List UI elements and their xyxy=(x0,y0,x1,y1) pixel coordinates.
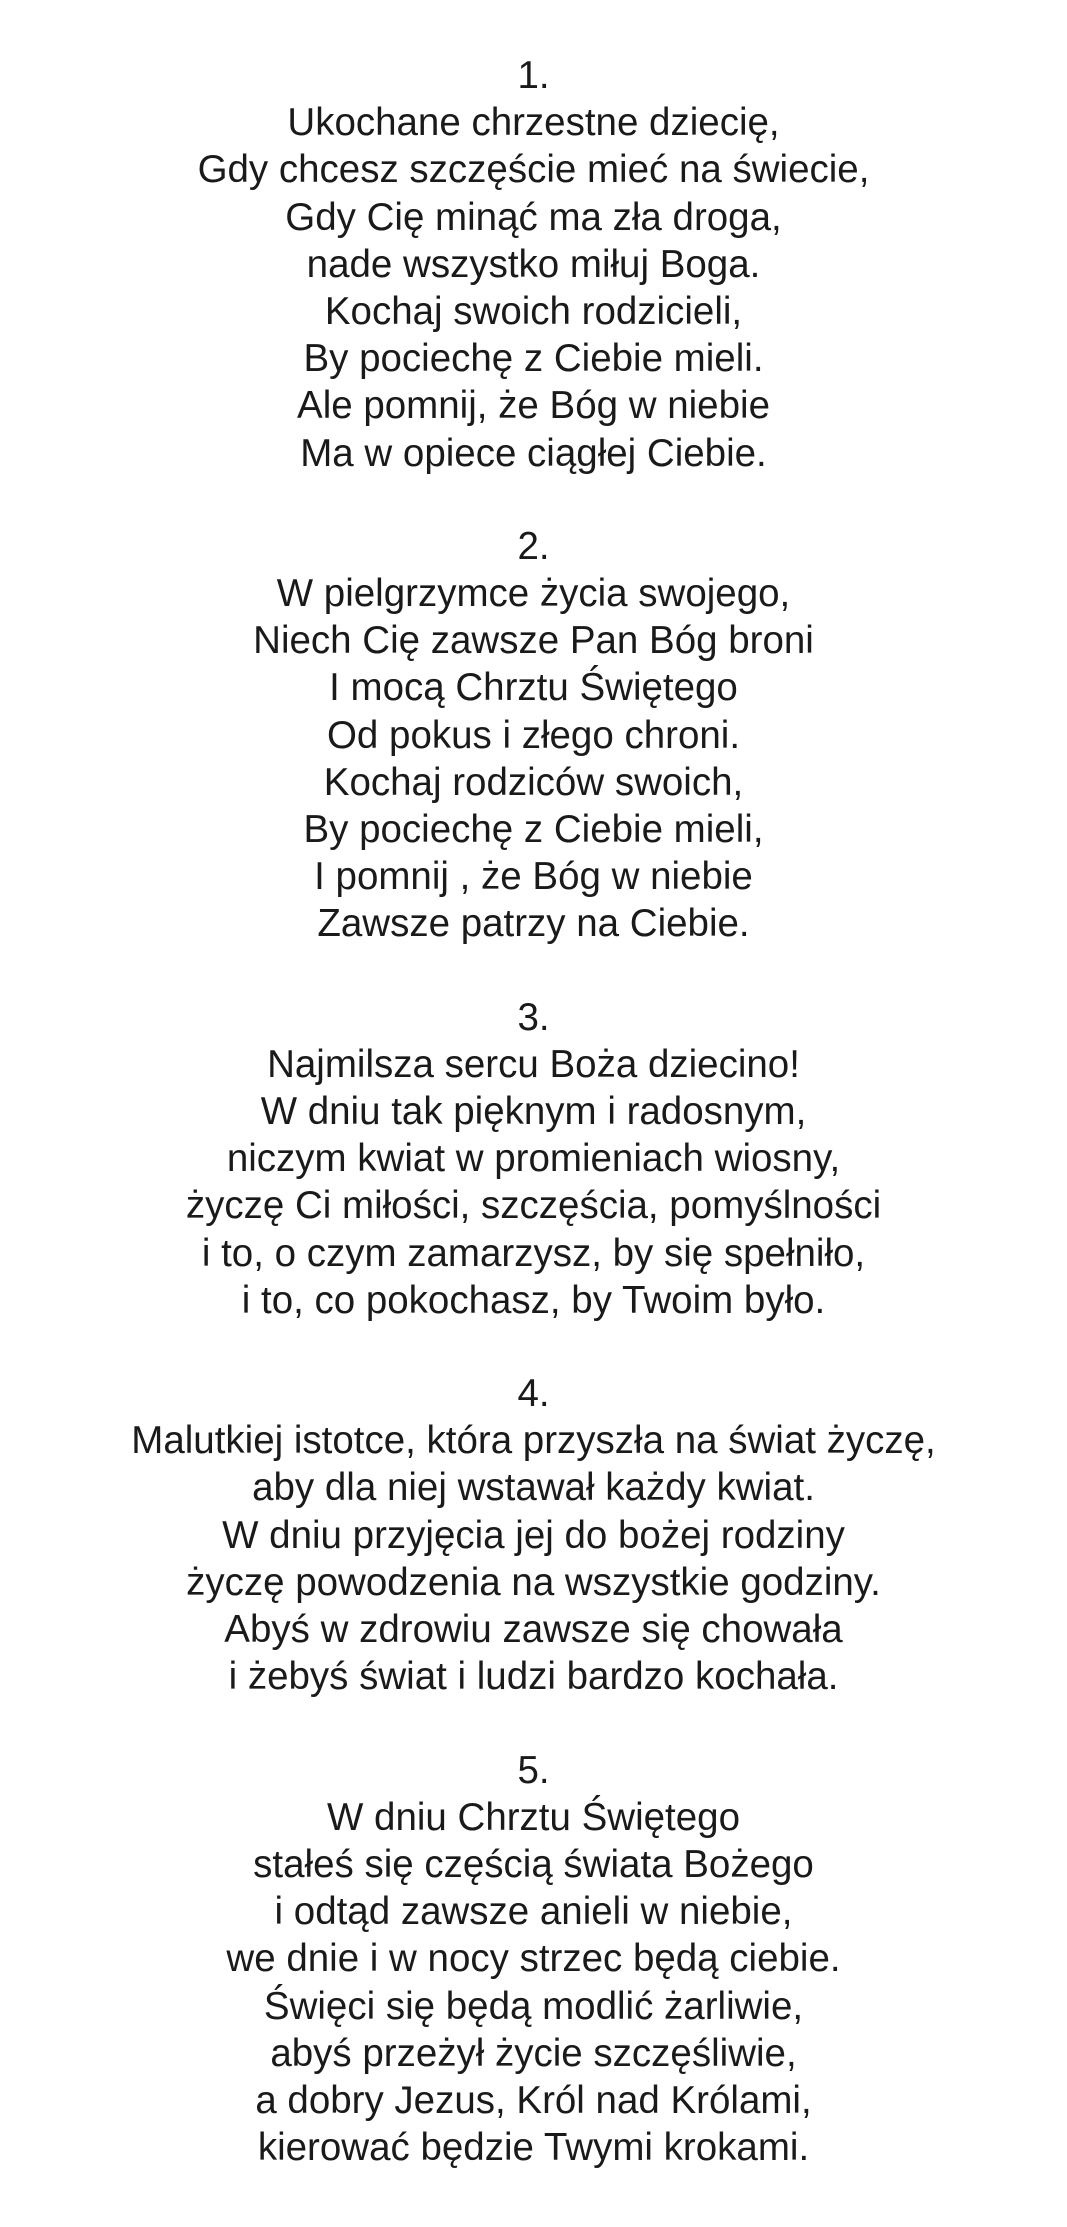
verse-4 xyxy=(0,1370,1067,1700)
verse-line: Abyś w zdrowiu zawsze się chowała xyxy=(224,1608,843,1652)
verse-line: I mocą Chrztu Świętego xyxy=(329,666,738,710)
verse-line: stałeś się częścią świata Bożego xyxy=(253,1842,814,1886)
verse-line: By pociechę z Ciebie mieli, xyxy=(303,808,764,852)
verse-line: i odtąd zawsze anieli w niebie, xyxy=(274,1890,793,1934)
verse-line: Od pokus i złego chroni. xyxy=(326,713,741,757)
verse-line: Ukochane chrzestne dziecię, xyxy=(287,101,780,145)
verse-line: Święci się będą modlić żarliwie, xyxy=(263,1984,804,2028)
verse-line: Kochaj swoich rodzicieli, xyxy=(324,290,743,334)
verse-number: 3. xyxy=(517,995,550,1039)
verse-line: Malutkiej istotce, która przyszła na świat życzę, xyxy=(131,1419,936,1463)
verse-line: niczym kwiat w promieniach wiosny, xyxy=(226,1137,841,1181)
verse-line: i żebyś świat i ludzi bardzo kochała. xyxy=(228,1655,839,1699)
verse-line: nade wszystko miłuj Boga. xyxy=(306,242,761,286)
verse-line: W dniu przyjęcia jej do bożej rodziny xyxy=(222,1513,845,1557)
verse-line: W dniu Chrztu Świętego xyxy=(327,1795,740,1839)
verse-line: życzę powodzenia na wszystkie godziny. xyxy=(186,1560,881,1604)
verse-number: 4. xyxy=(517,1372,550,1416)
verse-line: Najmilsza sercu Boża dziecino! xyxy=(267,1042,800,1086)
verse-number: 1. xyxy=(517,54,550,97)
verse-1 xyxy=(0,52,1067,477)
verse-line: Gdy chcesz szczęście mieć na świecie, xyxy=(197,148,870,192)
verse-line: W pielgrzymce życia swojego, xyxy=(276,572,791,616)
verse-line: By pociechę z Ciebie mieli. xyxy=(303,337,764,381)
verse-number: 5. xyxy=(517,1748,550,1792)
verse-line: Kochaj rodziców swoich, xyxy=(323,760,744,804)
verse-3 xyxy=(0,994,1067,1324)
verse-line: Niech Cię zawsze Pan Bóg broni xyxy=(253,619,814,663)
verse-line: I pomnij , że Bóg w niebie xyxy=(314,855,753,899)
verse-line: abyś przeżył życie szczęśliwie, xyxy=(270,2031,797,2075)
verse-number: 2. xyxy=(517,524,550,568)
verse-line: i to, o czym zamarzysz, by się spełniło, xyxy=(201,1231,866,1275)
verse-line: we dnie i w nocy strzec będą ciebie. xyxy=(226,1937,841,1981)
verse-line: a dobry Jezus, Król nad Królami, xyxy=(255,2078,812,2122)
verse-line: życzę Ci miłości, szczęścia, pomyślności xyxy=(185,1184,882,1228)
verse-line: kierować będzie Twymi krokami. xyxy=(257,2126,810,2170)
verse-line: i to, co pokochasz, by Twoim było. xyxy=(241,1278,826,1322)
verse-line: aby dla niej wstawał każdy kwiat. xyxy=(252,1466,815,1510)
verse-line: Ale pomnij, że Bóg w niebie xyxy=(297,384,770,428)
verse-line: Gdy Cię minąć ma zła droga, xyxy=(285,195,782,239)
verse-5 xyxy=(0,1747,1067,2172)
verse-line: Zawsze patrzy na Ciebie. xyxy=(317,902,750,946)
verse-line: W dniu tak pięknym i radosnym, xyxy=(260,1090,807,1134)
verse-line: Ma w opiece ciągłej Ciebie. xyxy=(300,431,767,475)
verse-2 xyxy=(0,523,1067,948)
poems-document xyxy=(0,52,1067,2217)
